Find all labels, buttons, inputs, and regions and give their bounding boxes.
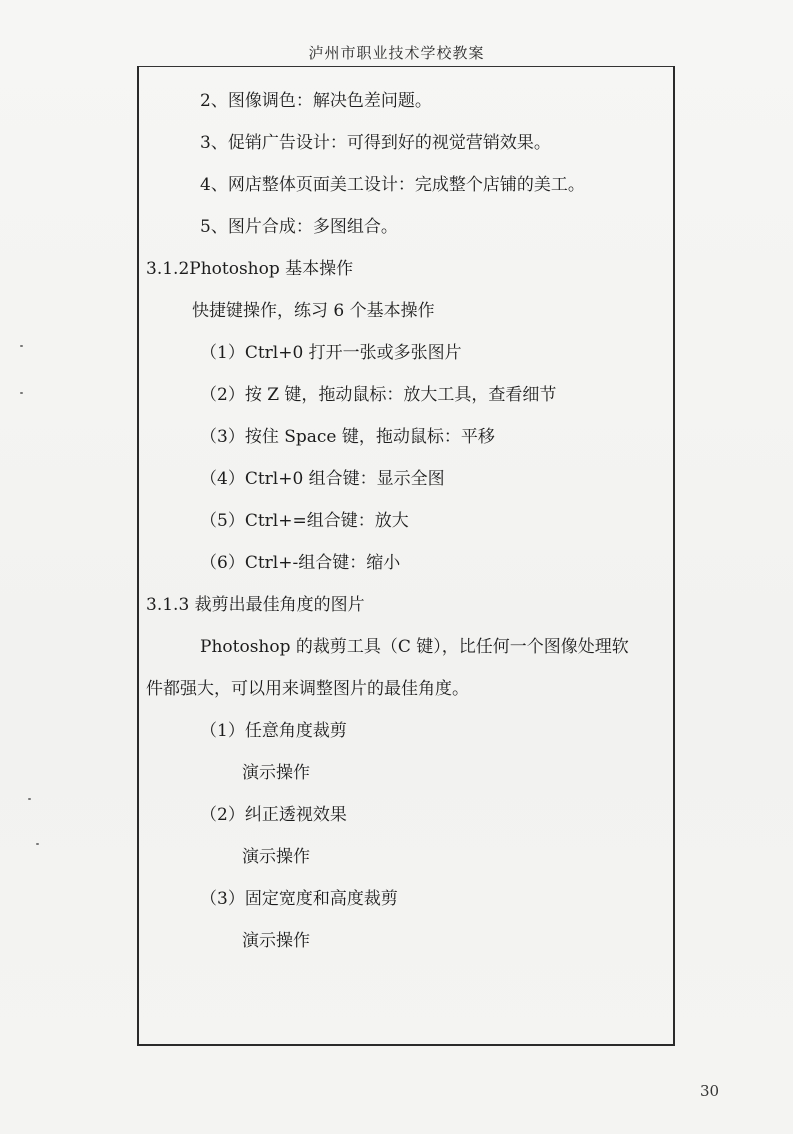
list-item: （6）Ctrl+-组合键：缩小 [200, 553, 401, 573]
list-item: （3）按住 Space 键，拖动鼠标：平移 [200, 427, 495, 447]
paragraph: Photoshop 的裁剪工具（C 键），比任何一个图像处理软 [200, 637, 629, 657]
sub-item: 演示操作 [242, 847, 310, 867]
scan-speck [28, 798, 31, 800]
page-header: 泸州市职业技术学校教案 [308, 44, 485, 62]
list-item: （2）纠正透视效果 [200, 805, 347, 825]
section-heading: 3.1.3 裁剪出最佳角度的图片 [146, 595, 365, 615]
list-item: 2、图像调色：解决色差问题。 [200, 91, 432, 111]
page-number: 30 [700, 1082, 720, 1100]
sub-item: 演示操作 [242, 931, 310, 951]
list-item: 5、图片合成：多图组合。 [200, 217, 398, 237]
scan-speck [36, 843, 39, 845]
sub-item: 演示操作 [242, 763, 310, 783]
scan-speck [20, 392, 23, 394]
list-item: （1）任意角度裁剪 [200, 721, 347, 741]
list-item: （4）Ctrl+0 组合键：显示全图 [200, 469, 445, 489]
section-heading: 3.1.2Photoshop 基本操作 [146, 259, 354, 279]
paragraph: 快捷键操作，练习 6 个基本操作 [192, 301, 435, 321]
paragraph-continuation: 件都强大，可以用来调整图片的最佳角度。 [146, 679, 469, 699]
list-item: （3）固定宽度和高度裁剪 [200, 889, 398, 909]
list-item: 4、网店整体页面美工设计：完成整个店铺的美工。 [200, 175, 585, 195]
list-item: 3、促销广告设计：可得到好的视觉营销效果。 [200, 133, 551, 153]
list-item: （5）Ctrl+=组合键：放大 [200, 511, 409, 531]
list-item: （1）Ctrl+0 打开一张或多张图片 [200, 343, 462, 363]
scan-speck [20, 345, 23, 347]
list-item: （2）按 Z 键，拖动鼠标：放大工具，查看细节 [200, 385, 557, 405]
